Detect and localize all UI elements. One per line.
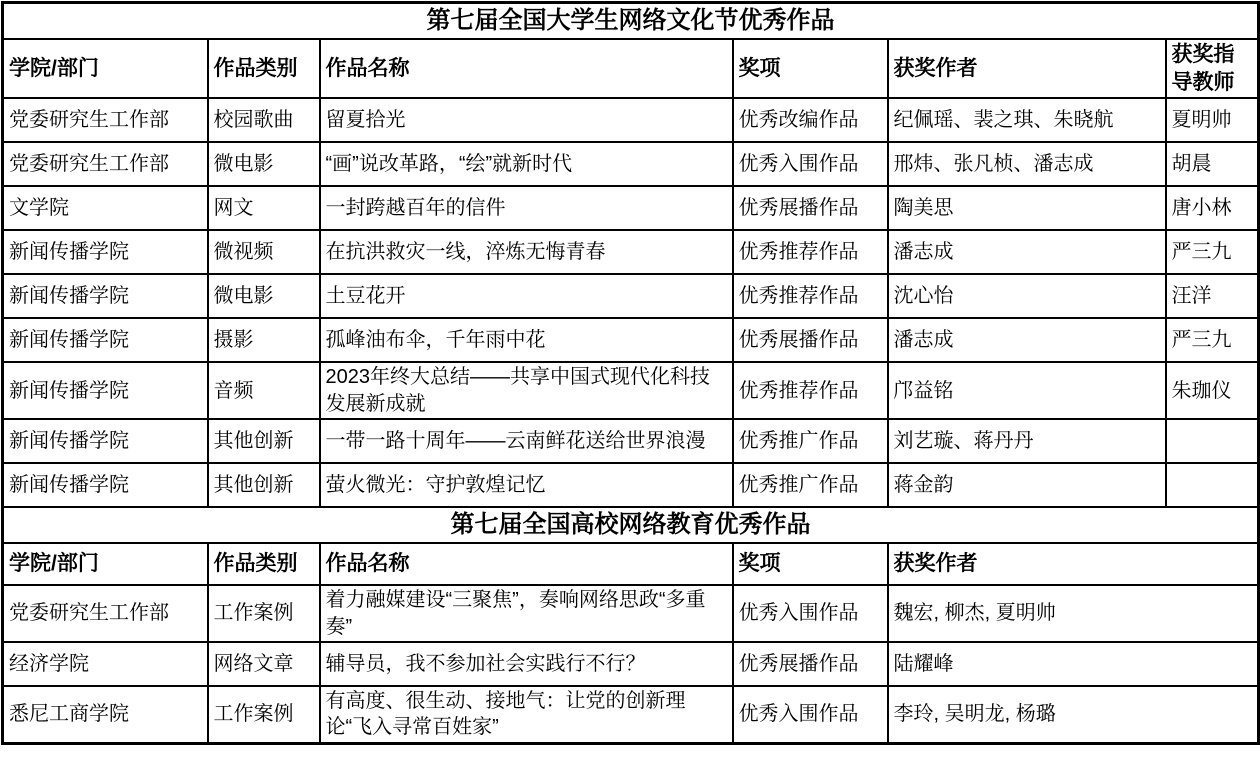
column-header-department: 学院/部门 — [3, 39, 208, 98]
cell-category: 微视频 — [208, 230, 320, 274]
cell-category: 音频 — [208, 362, 320, 419]
column-header-category: 作品类别 — [208, 39, 320, 98]
column-header-department: 学院/部门 — [3, 543, 208, 585]
cell-department: 新闻传播学院 — [3, 318, 208, 362]
table-row — [3, 230, 1259, 274]
cell-advisor — [1166, 419, 1259, 463]
column-header-work-title: 作品名称 — [320, 39, 733, 98]
cell-department: 新闻传播学院 — [3, 362, 208, 419]
cell-work-title: 土豆花开 — [320, 274, 733, 318]
cell-authors: 潘志成 — [888, 230, 1166, 274]
awards-table — [1, 1, 1260, 745]
cell-advisor: 胡晨 — [1166, 142, 1259, 186]
column-header-advisor: 获奖指导教师 — [1166, 39, 1259, 98]
table-row — [3, 186, 1259, 230]
cell-work-title: “画”说改革路，“绘”就新时代 — [320, 142, 733, 186]
cell-category: 校园歌曲 — [208, 98, 320, 142]
cell-authors: 陶美思 — [888, 186, 1166, 230]
cell-authors: 陆耀峰 — [888, 642, 1259, 686]
cell-category: 工作案例 — [208, 686, 320, 743]
cell-department: 悉尼工商学院 — [3, 686, 208, 743]
cell-award: 优秀入围作品 — [733, 686, 888, 743]
cell-authors: 潘志成 — [888, 318, 1166, 362]
cell-department: 党委研究生工作部 — [3, 142, 208, 186]
cell-advisor: 唐小林 — [1166, 186, 1259, 230]
cell-award: 优秀推荐作品 — [733, 274, 888, 318]
cell-department: 经济学院 — [3, 642, 208, 686]
cell-category: 网文 — [208, 186, 320, 230]
table-row — [3, 362, 1259, 419]
cell-work-title: 着力融媒建设“三聚焦”，奏响网络思政“多重奏” — [320, 585, 733, 642]
column-header-award: 奖项 — [733, 543, 888, 585]
cell-award: 优秀展播作品 — [733, 186, 888, 230]
cell-advisor — [1166, 463, 1259, 507]
cell-category: 微电影 — [208, 142, 320, 186]
cell-award: 优秀推荐作品 — [733, 230, 888, 274]
cell-category: 微电影 — [208, 274, 320, 318]
cell-category: 其他创新 — [208, 463, 320, 507]
cell-authors: 李玲, 吴明龙, 杨璐 — [888, 686, 1259, 743]
cell-work-title: 有高度、很生动、接地气：让党的创新理论“飞入寻常百姓家” — [320, 686, 733, 743]
cell-work-title: 在抗洪救灾一线，淬炼无悔青春 — [320, 230, 733, 274]
section-title-row — [3, 3, 1259, 40]
cell-work-title: 留夏拾光 — [320, 98, 733, 142]
column-header-category: 作品类别 — [208, 543, 320, 585]
cell-authors: 蒋金韵 — [888, 463, 1166, 507]
cell-department: 党委研究生工作部 — [3, 98, 208, 142]
cell-work-title: 萤火微光：守护敦煌记忆 — [320, 463, 733, 507]
cell-authors: 邢炜、张凡桢、潘志成 — [888, 142, 1166, 186]
cell-award: 优秀展播作品 — [733, 318, 888, 362]
table-row — [3, 585, 1259, 642]
cell-department: 新闻传播学院 — [3, 274, 208, 318]
cell-category: 其他创新 — [208, 419, 320, 463]
cell-work-title: 孤峰油布伞，千年雨中花 — [320, 318, 733, 362]
cell-authors: 魏宏, 柳杰, 夏明帅 — [888, 585, 1259, 642]
cell-award: 优秀展播作品 — [733, 642, 888, 686]
cell-award: 优秀推荐作品 — [733, 362, 888, 419]
cell-category: 网络文章 — [208, 642, 320, 686]
column-header-authors: 获奖作者 — [888, 543, 1259, 585]
cell-department: 新闻传播学院 — [3, 230, 208, 274]
column-header-row — [3, 39, 1259, 98]
table-row — [3, 274, 1259, 318]
column-header-authors: 获奖作者 — [888, 39, 1166, 98]
cell-department: 文学院 — [3, 186, 208, 230]
cell-advisor: 严三九 — [1166, 318, 1259, 362]
cell-department: 新闻传播学院 — [3, 463, 208, 507]
cell-advisor: 夏明帅 — [1166, 98, 1259, 142]
cell-work-title: 一带一路十周年——云南鲜花送给世界浪漫 — [320, 419, 733, 463]
table-row — [3, 142, 1259, 186]
cell-work-title: 辅导员，我不参加社会实践行不行？ — [320, 642, 733, 686]
section-title: 第七届全国高校网络教育优秀作品 — [3, 507, 1259, 543]
section-title: 第七届全国大学生网络文化节优秀作品 — [3, 3, 1259, 40]
column-header-award: 奖项 — [733, 39, 888, 98]
cell-work-title: 一封跨越百年的信件 — [320, 186, 733, 230]
cell-category: 工作案例 — [208, 585, 320, 642]
column-header-work-title: 作品名称 — [320, 543, 733, 585]
cell-award: 优秀入围作品 — [733, 142, 888, 186]
table-row — [3, 318, 1259, 362]
cell-award: 优秀入围作品 — [733, 585, 888, 642]
cell-authors: 沈心怡 — [888, 274, 1166, 318]
table-row — [3, 686, 1259, 743]
cell-authors: 邝益铭 — [888, 362, 1166, 419]
cell-advisor: 朱珈仪 — [1166, 362, 1259, 419]
cell-award: 优秀推广作品 — [733, 463, 888, 507]
cell-advisor: 汪洋 — [1166, 274, 1259, 318]
table-row — [3, 98, 1259, 142]
column-header-row — [3, 543, 1259, 585]
cell-authors: 纪佩瑶、裴之琪、朱晓航 — [888, 98, 1166, 142]
cell-category: 摄影 — [208, 318, 320, 362]
cell-advisor: 严三九 — [1166, 230, 1259, 274]
table-row — [3, 463, 1259, 507]
cell-authors: 刘艺璇、蒋丹丹 — [888, 419, 1166, 463]
cell-award: 优秀改编作品 — [733, 98, 888, 142]
section-title-row — [3, 507, 1259, 543]
table-row — [3, 642, 1259, 686]
cell-award: 优秀推广作品 — [733, 419, 888, 463]
table-row — [3, 419, 1259, 463]
cell-department: 党委研究生工作部 — [3, 585, 208, 642]
cell-work-title: 2023年终大总结——共享中国式现代化科技发展新成就 — [320, 362, 733, 419]
cell-department: 新闻传播学院 — [3, 419, 208, 463]
